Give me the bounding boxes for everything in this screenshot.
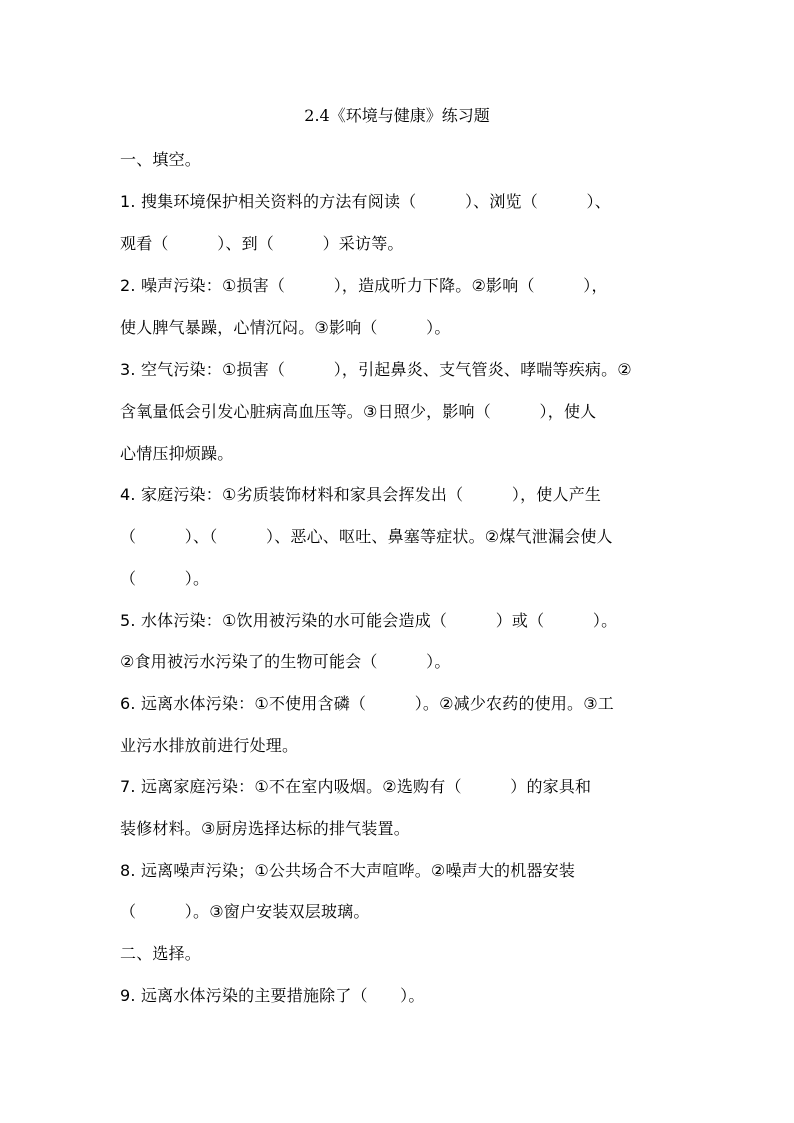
question-1-line-1: 1. 搜集环境保护相关资料的方法有阅读（ ）、浏览（ ）、 [120, 192, 611, 211]
question-2-line-2: 使人脾气暴躁，心情沉闷。③影响（ ）。 [120, 318, 451, 337]
question-5-line-1: 5. 水体污染：①饮用被污染的水可能会造成（ ）或（ ）。 [120, 611, 618, 630]
section-heading-choice: 二、选择。 [120, 944, 202, 963]
section-heading-fill-in: 一、填空。 [120, 150, 202, 169]
question-9-line-1: 9. 远离水体污染的主要措施除了（ ）。 [120, 986, 425, 1005]
question-7-line-1: 7. 远离家庭污染：①不在室内吸烟。②选购有（ ）的家具和 [120, 777, 592, 796]
question-3-line-1: 3. 空气污染：①损害（ ），引起鼻炎、支气管炎、哮喘等疾病。② [120, 360, 632, 379]
question-4-line-1: 4. 家庭污染：①劣质装饰材料和家具会挥发出（ ），使人产生 [120, 485, 602, 504]
question-8-line-1: 8. 远离噪声污染；①公共场合不大声喧哗。②噪声大的机器安装 [120, 861, 576, 880]
question-2-line-1: 2. 噪声污染：①损害（ ），造成听力下降。②影响（ ）， [120, 276, 608, 295]
question-6-line-1: 6. 远离水体污染：①不使用含磷（ ）。②减少农药的使用。③工 [120, 694, 614, 713]
question-7-line-2: 装修材料。③厨房选择达标的排气装置。 [120, 819, 410, 838]
question-8-line-2: （ ）。③窗户安装双层玻璃。 [120, 902, 370, 921]
question-3-line-2: 含氧量低会引发心脏病高血压等。③日照少，影响（ ），使人 [120, 402, 597, 421]
question-4-line-2: （ ）、（ ）、恶心、呕吐、鼻塞等症状。②煤气泄漏会使人 [120, 527, 613, 546]
worksheet-title: 2.4《环境与健康》练习题 [304, 106, 490, 125]
question-3-line-3: 心情压抑烦躁。 [120, 444, 234, 463]
question-1-line-2: 观看（ ）、到（ ）采访等。 [120, 234, 404, 253]
question-5-line-2: ②食用被污水污染了的生物可能会（ ）。 [120, 652, 451, 671]
question-4-line-3: （ ）。 [120, 569, 210, 588]
question-6-line-2: 业污水排放前进行处理。 [120, 736, 299, 755]
